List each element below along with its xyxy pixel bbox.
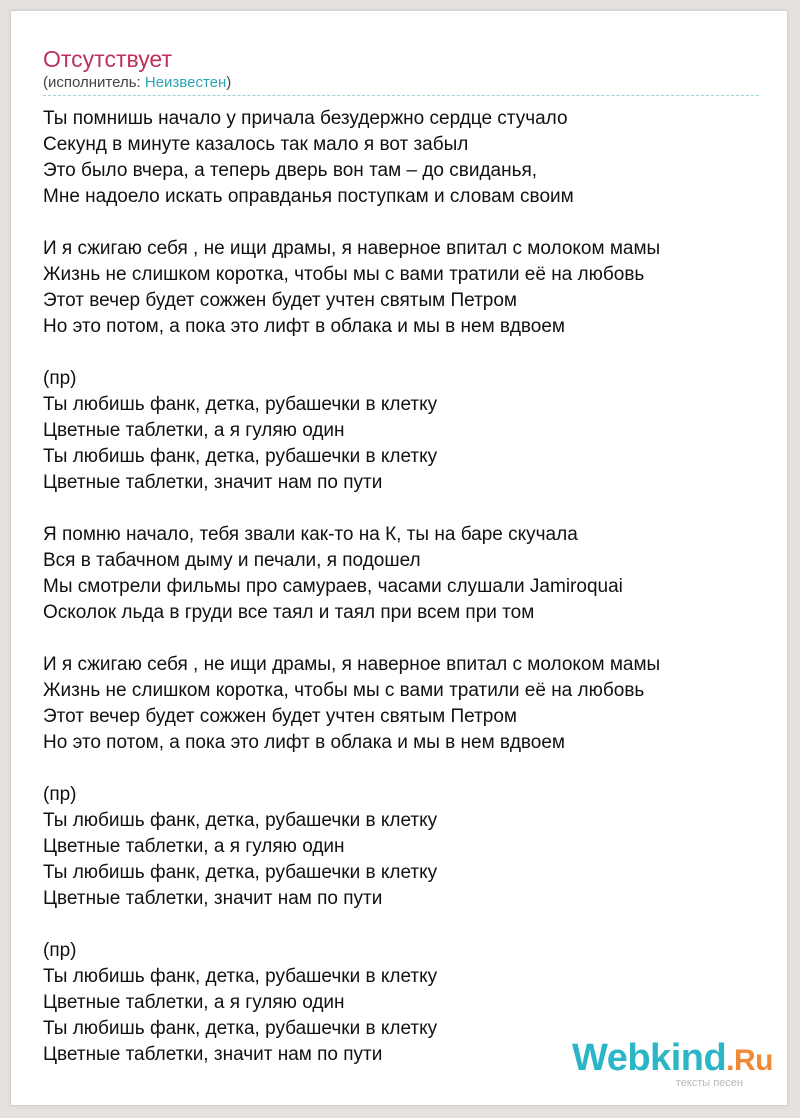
lyric-line: Цветные таблетки, а я гуляю один: [43, 836, 345, 857]
stanza-break: [43, 626, 763, 652]
lyric-line: Ты любишь фанк, детка, рубашечки в клетку: [43, 394, 438, 415]
lyric-line: Это было вчера, а теперь дверь вон там – до свиданья,: [43, 160, 538, 181]
lyrics-page: [10, 10, 788, 1106]
lyric-line: Но это потом, а пока это лифт в облака и мы в нем вдвоем: [43, 316, 565, 337]
lyric-line: Цветные таблетки, а я гуляю один: [43, 420, 345, 441]
artist-line: [43, 74, 231, 92]
lyric-line: Ты любишь фанк, детка, рубашечки в клетку: [43, 446, 438, 467]
lyric-line: Вся в табачном дыму и печали, я подошел: [43, 550, 421, 571]
lyric-line: Этот вечер будет сожжен будет учтен святым Петром: [43, 290, 517, 311]
title-divider: [43, 95, 759, 96]
stanza-break: [43, 340, 763, 366]
lyric-line: (пр): [43, 940, 77, 961]
logo-tld-text: .Ru: [726, 1044, 773, 1077]
lyric-line: (пр): [43, 368, 77, 389]
lyric-line: Секунд в минуте казалось так мало я вот забыл: [43, 134, 469, 155]
lyric-line: И я сжигаю себя , не ищи драмы, я наверное впитал с молоком мамы: [43, 238, 661, 259]
lyric-line: Цветные таблетки, значит нам по пути: [43, 888, 383, 909]
lyric-line: Жизнь не слишком коротка, чтобы мы с вами тратили её на любовь: [43, 264, 645, 285]
logo-wordmark: [572, 1039, 773, 1080]
lyric-line: Но это потом, а пока это лифт в облака и мы в нем вдвоем: [43, 732, 565, 753]
lyric-line: Ты любишь фанк, детка, рубашечки в клетку: [43, 1018, 438, 1039]
lyric-line: Цветные таблетки, а я гуляю один: [43, 992, 345, 1013]
lyric-line: (пр): [43, 784, 77, 805]
stanza-break: [43, 496, 763, 522]
stanza-break: [43, 912, 763, 938]
lyric-line: Цветные таблетки, значит нам по пути: [43, 1044, 383, 1065]
lyric-line: Ты любишь фанк, детка, рубашечки в клетку: [43, 810, 438, 831]
artist-link[interactable]: Неизвестен: [144, 74, 227, 91]
stanza-break: [43, 756, 763, 782]
lyric-line: Мне надоело искать оправданья поступкам и словам своим: [43, 186, 574, 207]
lyric-line: Ты любишь фанк, детка, рубашечки в клетку: [43, 862, 438, 883]
logo-tagline: тексты песен: [675, 1077, 743, 1089]
artist-prefix: (исполнитель:: [43, 74, 145, 91]
lyric-line: Мы смотрели фильмы про самураев, часами слушали Jamiroquai: [43, 576, 623, 597]
lyric-line: Ты помнишь начало у причала безудержно сердце стучало: [43, 108, 568, 129]
lyric-line: Цветные таблетки, значит нам по пути: [43, 472, 383, 493]
lyrics-text: [43, 106, 763, 1068]
lyric-line: Ты любишь фанк, детка, рубашечки в клетку: [43, 966, 438, 987]
lyric-line: Осколок льда в груди все таял и таял при всем при том: [43, 602, 535, 623]
stanza-break: [43, 210, 763, 236]
lyric-line: Я помню начало, тебя звали как-то на К, ты на баре скучала: [43, 524, 578, 545]
song-title: Отсутствует: [43, 46, 172, 72]
lyric-line: Жизнь не слишком коротка, чтобы мы с вами тратили её на любовь: [43, 680, 645, 701]
logo-main-text: Webkind: [572, 1037, 727, 1079]
lyric-line: Этот вечер будет сожжен будет учтен святым Петром: [43, 706, 517, 727]
site-logo[interactable]: [572, 1039, 773, 1089]
artist-suffix: ): [226, 74, 232, 91]
lyric-line: И я сжигаю себя , не ищи драмы, я наверное впитал с молоком мамы: [43, 654, 661, 675]
